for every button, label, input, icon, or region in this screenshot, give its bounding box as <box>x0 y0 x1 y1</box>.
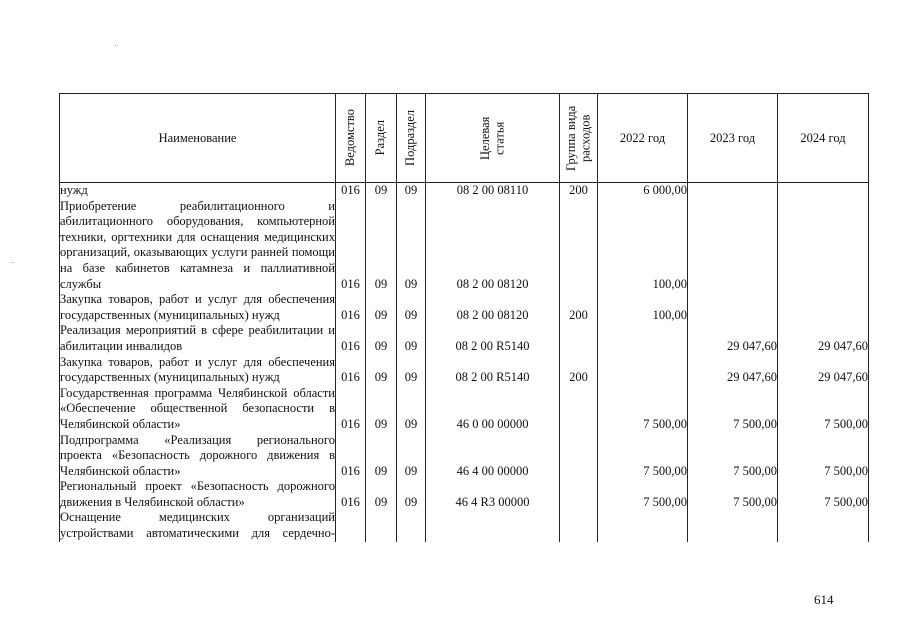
row-2022: 7 500,00 <box>598 433 688 480</box>
row-dept: 016 <box>336 433 366 480</box>
scan-speck <box>12 262 13 263</box>
row-name: Приобретение реабилитационного и абилитационного оборудования, компьютерной техники, оргтехники для оснащения медицинских организаций, оказывающих услуги ранней помощи на базе кабинетов катамнеза и паллиативной службы <box>60 198 335 291</box>
row-2023: 29 047,60 <box>688 355 778 386</box>
row-subsection: 09 <box>397 199 426 293</box>
row-group <box>560 433 598 480</box>
row-name: Государственная программа Челябинской области «Обеспечение общественной безопасности в Челябинской области» <box>60 385 335 431</box>
row-section: 09 <box>366 183 397 199</box>
row-2022 <box>598 355 688 386</box>
table-row <box>60 323 869 354</box>
row-target: 46 4 R3 00000 <box>426 479 560 510</box>
row-group <box>560 479 598 510</box>
row-2024 <box>778 183 869 199</box>
row-group <box>560 199 598 293</box>
row-target: 08 2 00 R5140 <box>426 355 560 386</box>
row-name: Закупка товаров, работ и услуг для обеспечения государственных (муниципальных) нужд <box>60 292 335 322</box>
row-section: 09 <box>366 323 397 354</box>
row-section: 09 <box>366 355 397 386</box>
row-2023: 7 500,00 <box>688 433 778 480</box>
row-2023: 29 047,60 <box>688 323 778 354</box>
row-section: 09 <box>366 433 397 480</box>
table-row <box>60 386 869 433</box>
row-section: 09 <box>366 292 397 323</box>
row-section: 09 <box>366 199 397 293</box>
budget-table <box>59 93 869 542</box>
table-row <box>60 292 869 323</box>
row-dept: 016 <box>336 355 366 386</box>
row-2023 <box>688 183 778 199</box>
row-2024: 7 500,00 <box>778 433 869 480</box>
row-group <box>560 510 598 541</box>
row-2024: 29 047,60 <box>778 323 869 354</box>
header-2023: 2023 год <box>688 94 778 183</box>
row-subsection: 09 <box>397 292 426 323</box>
header-subsection: Подраздел <box>397 94 426 183</box>
row-dept: 016 <box>336 183 366 199</box>
row-2024 <box>778 199 869 293</box>
row-2024: 7 500,00 <box>778 386 869 433</box>
row-subsection: 09 <box>397 479 426 510</box>
table-row <box>60 479 869 510</box>
header-target: Целевая статья <box>426 94 560 183</box>
row-2024: 29 047,60 <box>778 355 869 386</box>
table-row <box>60 355 869 386</box>
table-row <box>60 510 869 541</box>
row-dept: 016 <box>336 323 366 354</box>
row-2022 <box>598 510 688 541</box>
row-target: 08 2 00 R5140 <box>426 323 560 354</box>
row-dept: 016 <box>336 386 366 433</box>
row-target: 08 2 00 08110 <box>426 183 560 199</box>
row-2022 <box>598 323 688 354</box>
header-dept: Ведомство <box>336 94 366 183</box>
row-section: 09 <box>366 386 397 433</box>
header-2022: 2022 год <box>598 94 688 183</box>
row-target <box>426 510 560 541</box>
row-target: 08 2 00 08120 <box>426 199 560 293</box>
row-name: Подпрограмма «Реализация регионального проекта «Безопасность дорожного движения в Челябинской области» <box>60 432 335 478</box>
row-2022: 100,00 <box>598 292 688 323</box>
row-2024 <box>778 292 869 323</box>
row-group <box>560 386 598 433</box>
row-target: 46 4 00 00000 <box>426 433 560 480</box>
row-2023 <box>688 292 778 323</box>
row-subsection: 09 <box>397 433 426 480</box>
row-group <box>560 323 598 354</box>
row-group: 200 <box>560 183 598 199</box>
row-2022: 7 500,00 <box>598 479 688 510</box>
row-target: 08 2 00 08120 <box>426 292 560 323</box>
row-subsection: 09 <box>397 386 426 433</box>
table-row <box>60 433 869 480</box>
header-2024: 2024 год <box>778 94 869 183</box>
row-name: Региональный проект «Безопасность дорожного движения в Челябинской области» <box>60 479 335 509</box>
row-name: Закупка товаров, работ и услуг для обеспечения государственных (муниципальных) нужд <box>60 354 335 385</box>
row-name: Оснащение медицинских организаций устройствами автоматическими для сердечно- <box>60 510 335 541</box>
row-dept: 016 <box>336 479 366 510</box>
table-header-row <box>60 94 869 183</box>
row-subsection: 09 <box>397 183 426 199</box>
scan-speck <box>115 45 116 46</box>
row-name: Реализация мероприятий в сфере реабилитации и абилитации инвалидов <box>60 323 335 353</box>
header-name: Наименование <box>60 94 336 183</box>
row-2022: 6 000,00 <box>598 183 688 199</box>
row-2024 <box>778 510 869 541</box>
header-section: Раздел <box>366 94 397 183</box>
row-2024: 7 500,00 <box>778 479 869 510</box>
row-section: 09 <box>366 479 397 510</box>
row-dept <box>336 510 366 541</box>
row-2022: 7 500,00 <box>598 386 688 433</box>
table-row <box>60 183 869 199</box>
table-row <box>60 199 869 293</box>
row-2023: 7 500,00 <box>688 386 778 433</box>
row-dept: 016 <box>336 292 366 323</box>
row-group: 200 <box>560 292 598 323</box>
row-subsection <box>397 510 426 541</box>
row-dept: 016 <box>336 199 366 293</box>
header-group: Группа вида расходов <box>560 94 598 183</box>
row-subsection: 09 <box>397 323 426 354</box>
row-group: 200 <box>560 355 598 386</box>
row-2023 <box>688 510 778 541</box>
row-name: нужд <box>60 183 336 199</box>
row-subsection: 09 <box>397 355 426 386</box>
row-section <box>366 510 397 541</box>
row-2022: 100,00 <box>598 199 688 293</box>
row-2023 <box>688 199 778 293</box>
row-target: 46 0 00 00000 <box>426 386 560 433</box>
row-2023: 7 500,00 <box>688 479 778 510</box>
page-number: 614 <box>814 592 834 607</box>
